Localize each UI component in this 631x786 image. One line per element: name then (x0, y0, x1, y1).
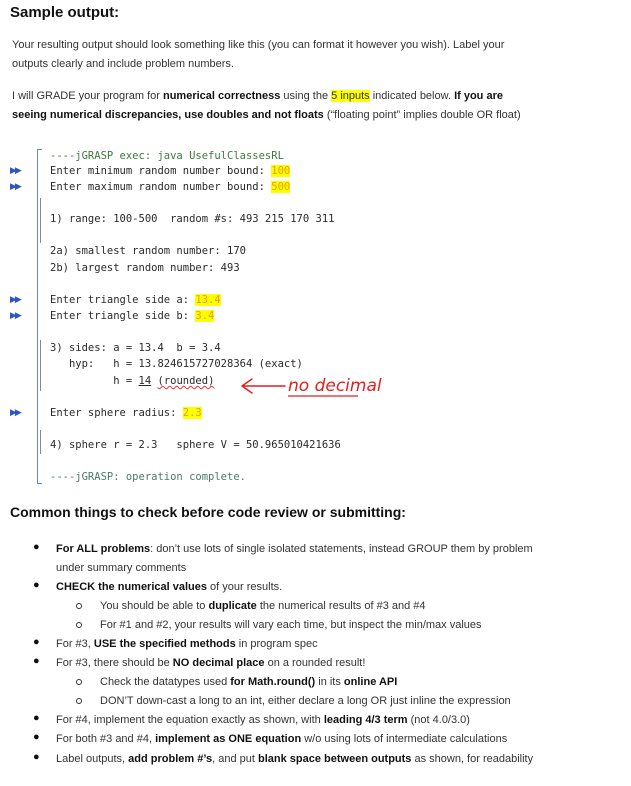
console-hyp-exact-line: hyp: h = 13.824615727028364 (exact) (50, 358, 303, 370)
checklist-heading: Common things to check before code review or submitting: (10, 504, 406, 520)
checklist-item-4 (56, 655, 616, 671)
console-input-value: 100 (271, 165, 291, 177)
checklist-subitem-2a (100, 598, 631, 614)
item-text: : don’t use lots of single isolated statements, instead GROUP them by problem (150, 543, 533, 555)
item-text: , and put (212, 753, 258, 765)
item-bold: For ALL problems (56, 543, 151, 555)
item-bold: CHECK the numerical values (56, 581, 207, 593)
checklist-subitem-2b: For #1 and #2, your results will vary each time, but inspect the min/max values (100, 619, 482, 631)
checklist-item-1-cont: under summary comments (56, 562, 187, 574)
annotation-text: no decimal (288, 376, 382, 396)
console-divider (40, 198, 41, 243)
checklist-item-1 (56, 541, 616, 557)
intro-line-2: outputs clearly and include problem numbers. (12, 58, 234, 70)
console-prompt: Enter triangle side a: (50, 294, 196, 306)
sub-bullet-icon (76, 603, 82, 609)
item-text: as shown, for readability (411, 753, 534, 765)
item-text: the numerical results of #3 and #4 (256, 600, 426, 612)
console-rounded-label: (rounded) (157, 375, 215, 387)
checklist-item-5 (56, 712, 616, 728)
item-bold: add problem #’s (128, 753, 213, 765)
grade-bold: If you are (454, 90, 503, 102)
console-min-input (50, 164, 290, 178)
item-bold: implement as ONE equation (155, 733, 302, 745)
console-largest-line: 2b) largest random number: 493 (50, 262, 240, 274)
checklist-item-2 (56, 579, 616, 595)
bullet-icon: ● (33, 731, 40, 743)
item-bold: blank space between outputs (258, 753, 412, 765)
console-input-value: 3.4 (195, 310, 215, 322)
item-bold: duplicate (208, 600, 257, 612)
item-text: in its (315, 676, 344, 688)
input-arrow-icon: ▶▶ (10, 294, 20, 304)
item-bold: NO decimal place (172, 657, 265, 669)
console-exec-line: ----jGRASP exec: java UsefulClassesRL (50, 150, 284, 162)
annotation-arrow-icon (242, 379, 285, 393)
console-prompt: Enter minimum random number bound: (50, 165, 272, 177)
item-text: of your results. (207, 581, 283, 593)
grade-text: using the (280, 90, 332, 102)
console-text: h = (50, 375, 139, 387)
checklist-item-7 (56, 751, 616, 767)
console-hyp-rounded-line (50, 374, 214, 388)
grade-bold: seeing numerical discrepancies, use doubles and not floats (12, 109, 324, 121)
intro-line-1: Your resulting output should look something like this (you can format it however you wish). Label your (12, 39, 505, 51)
checklist-item-3 (56, 636, 616, 652)
grade-text: (“floating point” implies double OR float) (323, 109, 521, 121)
item-bold: for Math.round() (230, 676, 316, 688)
console-input-value: 2.3 (182, 407, 202, 419)
item-text: Label outputs, (56, 753, 129, 765)
item-text: (not 4.0/3.0) (407, 714, 470, 726)
console-sides-line: 3) sides: a = 13.4 b = 3.4 (50, 342, 221, 354)
grade-paragraph (12, 87, 582, 125)
checklist-item-6 (56, 731, 616, 747)
console-input-value: 500 (271, 181, 291, 193)
console-bracket-top (38, 149, 42, 150)
item-bold: USE the specified methods (93, 638, 236, 650)
intro-paragraph (12, 36, 582, 74)
input-arrow-icon: ▶▶ (10, 310, 20, 320)
item-text: on a rounded result! (264, 657, 366, 669)
item-bold: leading 4/3 term (323, 714, 408, 726)
input-arrow-icon: ▶▶ (10, 165, 20, 175)
console-divider (40, 340, 41, 391)
console-sphere-input (50, 406, 202, 420)
console-complete-line: ----jGRASP: operation complete. (50, 471, 246, 483)
grade-line-2 (12, 106, 582, 125)
console-side-b-input (50, 309, 214, 323)
bullet-icon: ● (33, 655, 40, 667)
item-text: For #4, implement the equation exactly as shown, with (56, 714, 324, 726)
item-text: w/o using lots of intermediate calculations (301, 733, 508, 745)
bullet-icon: ● (33, 712, 40, 724)
item-bold: online API (343, 676, 398, 688)
input-arrow-icon: ▶▶ (10, 407, 20, 417)
console-smallest-line: 2a) smallest random number: 170 (50, 245, 246, 257)
console-prompt: Enter triangle side b: (50, 310, 196, 322)
console-input-value: 13.4 (195, 294, 221, 306)
sub-bullet-icon (76, 622, 82, 628)
console-rounded-value: 14 (138, 375, 152, 387)
item-text: For #3, (56, 638, 94, 650)
item-text: in program spec (235, 638, 318, 650)
console-max-input (50, 180, 290, 194)
grade-line-1 (12, 87, 582, 106)
console-range-line: 1) range: 100-500 random #s: 493 215 170 311 (50, 213, 335, 225)
console-divider (40, 430, 41, 454)
grade-text: I will GRADE your program for (12, 90, 163, 102)
grade-bold: numerical correctness (162, 90, 281, 102)
item-text: For both #3 and #4, (56, 733, 156, 745)
input-arrow-icon: ▶▶ (10, 181, 20, 191)
console-sphere-line: 4) sphere r = 2.3 sphere V = 50.965010421636 (50, 439, 341, 451)
item-text: Check the datatypes used (100, 676, 231, 688)
bullet-icon: ● (33, 579, 40, 591)
grade-highlight: 5 inputs (331, 90, 370, 102)
grade-text: indicated below. (369, 90, 455, 102)
checklist-subitem-4a (100, 674, 631, 690)
sub-bullet-icon (76, 679, 82, 685)
page-heading: Sample output: (10, 4, 120, 21)
bullet-icon: ● (33, 636, 40, 648)
console-bracket-bottom (38, 483, 42, 484)
checklist-subitem-4b: DON’T down-cast a long to an int, either declare a long OR just inline the expression (100, 695, 511, 707)
item-text: For #3, there should be (56, 657, 173, 669)
sub-bullet-icon (76, 698, 82, 704)
item-text: You should be able to (100, 600, 209, 612)
bullet-icon: ● (33, 751, 40, 763)
console-prompt: Enter maximum random number bound: (50, 181, 272, 193)
bullet-icon: ● (33, 541, 40, 553)
no-decimal-annotation (240, 366, 410, 402)
console-prompt: Enter sphere radius: (50, 407, 183, 419)
console-side-a-input (50, 293, 221, 307)
